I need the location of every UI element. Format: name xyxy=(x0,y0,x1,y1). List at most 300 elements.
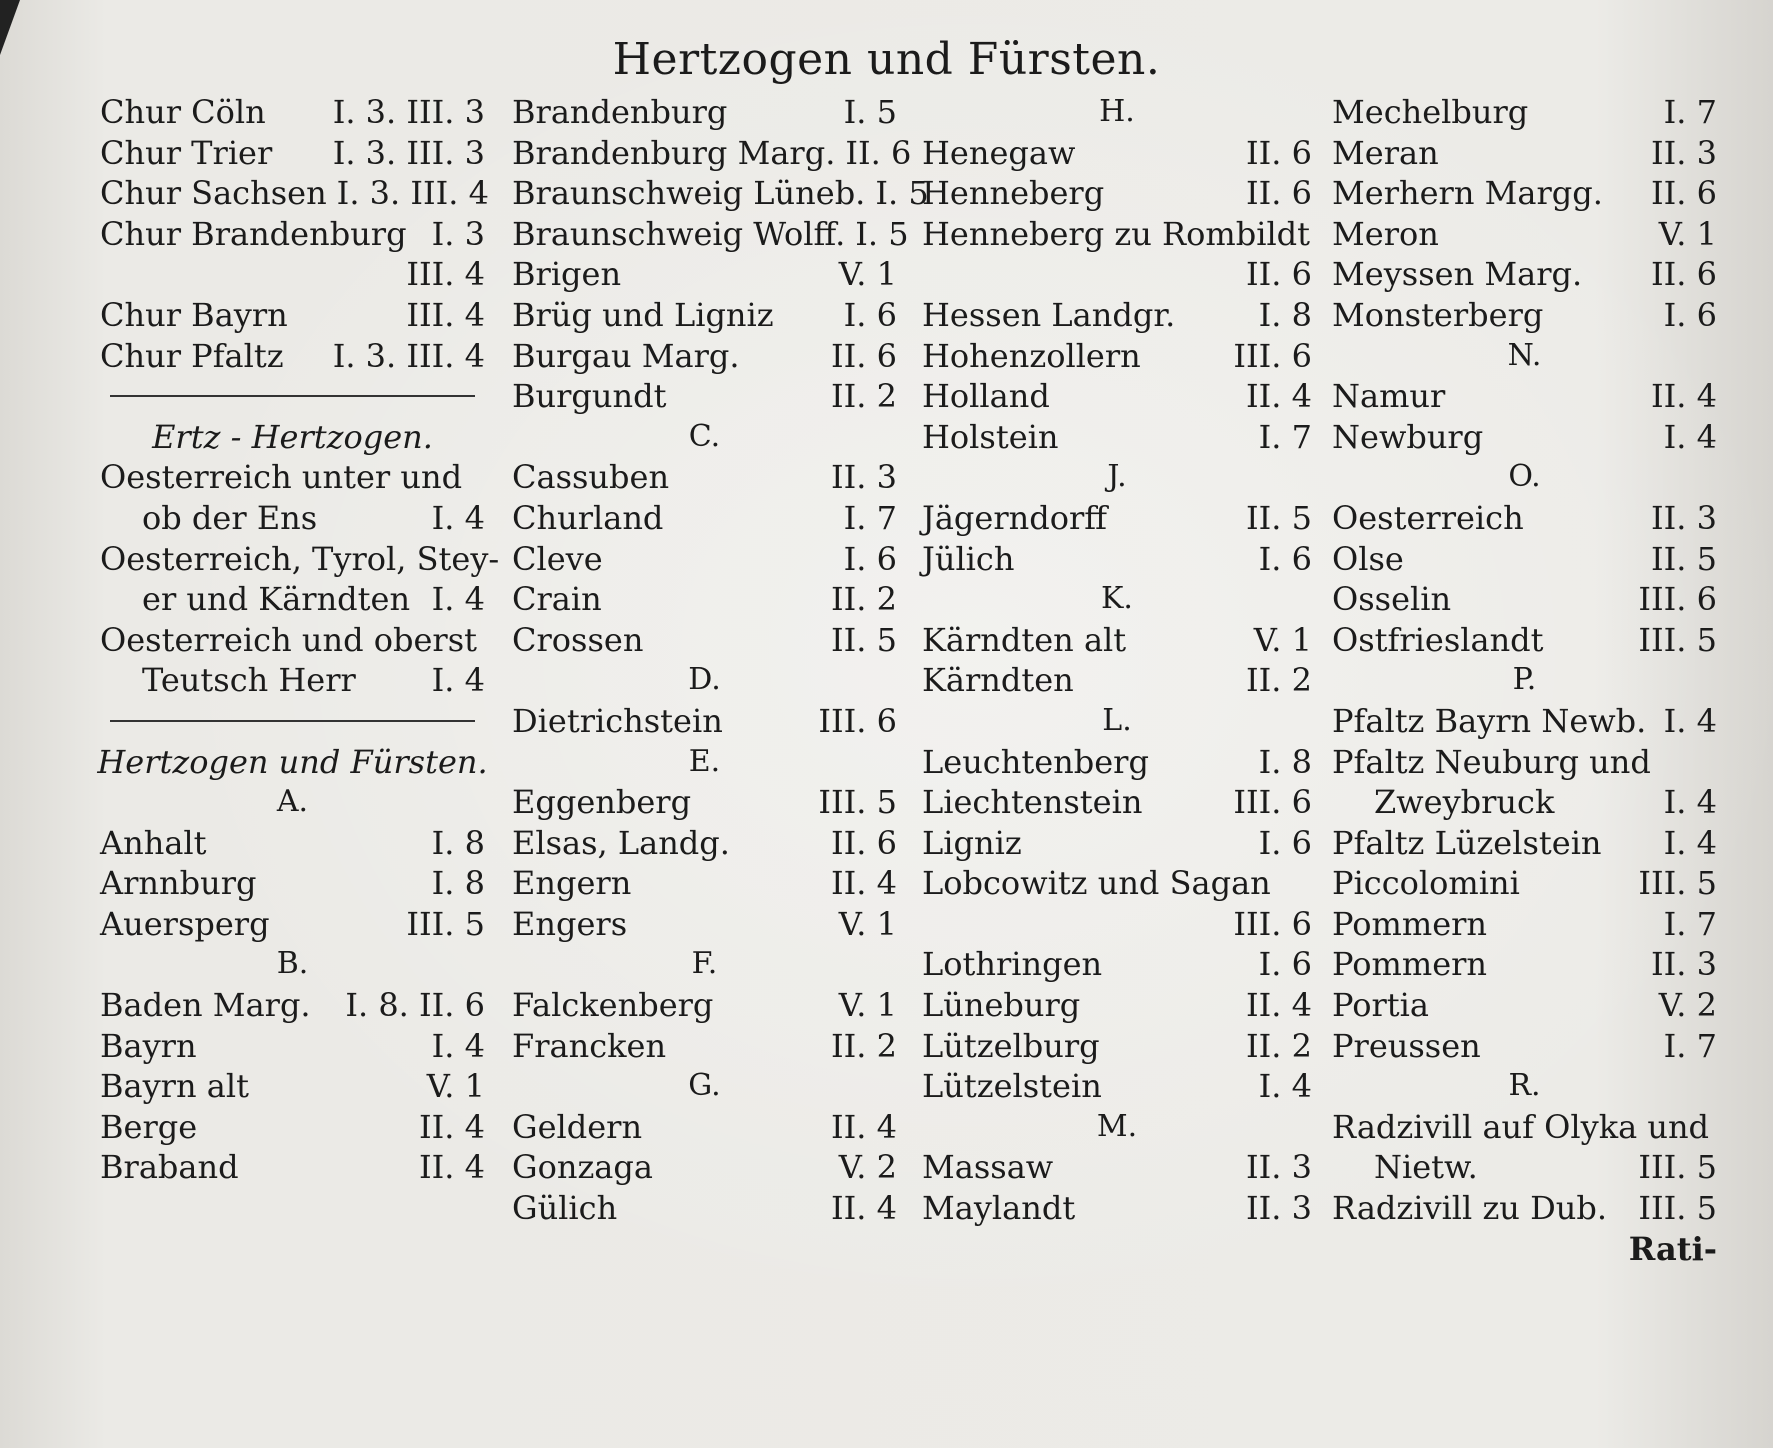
entry-reference: I. 4 xyxy=(431,498,485,537)
letter-heading xyxy=(512,417,897,458)
letter-label: G. xyxy=(688,1068,721,1104)
index-entry xyxy=(1332,823,1717,864)
index-entry xyxy=(512,782,897,823)
entry-name: Braunschweig Lüneb. xyxy=(512,174,866,213)
entry-name: Oesterreich, Tyrol, Stey- xyxy=(100,539,500,578)
entry-reference: I. 3. III. 3 xyxy=(332,133,485,172)
entry-reference: I. 7 xyxy=(843,498,897,537)
entry-reference: II. 4 xyxy=(831,1107,897,1146)
entry-reference: II. 6 xyxy=(1246,133,1312,172)
entry-reference: I. 6 xyxy=(1258,945,1312,984)
section-divider xyxy=(100,701,485,742)
entry-reference: II. 3 xyxy=(1246,1148,1312,1187)
entry-name: Cleve xyxy=(512,539,603,578)
entry-reference: I. 6 xyxy=(1258,539,1312,578)
entry-reference: II. 5 xyxy=(1651,539,1717,578)
entry-name: Francken xyxy=(512,1026,667,1065)
entry-reference: II. 3 xyxy=(1651,133,1717,172)
index-entry xyxy=(922,295,1312,336)
index-entry xyxy=(100,985,485,1026)
section-heading: Hertzogen und Fürsten. xyxy=(97,742,488,781)
entry-reference: II. 2 xyxy=(1246,1026,1312,1065)
entry-name: Zweybruck xyxy=(1374,783,1555,822)
index-entry xyxy=(512,539,897,580)
entry-reference: II. 6 xyxy=(845,133,912,172)
entry-name: Eggenberg xyxy=(512,783,692,822)
entry-reference: I. 4 xyxy=(1663,783,1717,822)
index-entry xyxy=(100,1107,485,1148)
index-entry xyxy=(922,539,1312,580)
index-entry xyxy=(512,254,897,295)
entry-name: Braunschweig Wolff. xyxy=(512,214,846,253)
entry-reference: III. 5 xyxy=(1638,620,1717,659)
index-entry xyxy=(922,904,1312,945)
index-entry xyxy=(922,823,1312,864)
entry-name: Auersperg xyxy=(100,904,270,943)
entry-name: Baden Marg. xyxy=(100,986,311,1025)
entry-reference: II. 4 xyxy=(419,1148,485,1187)
entry-name: Oesterreich xyxy=(1332,498,1524,537)
letter-label: C. xyxy=(688,418,721,454)
index-entry xyxy=(512,214,909,255)
index-entry xyxy=(922,214,1312,255)
entry-reference: II. 6 xyxy=(831,823,897,862)
entry-reference: I. 3. III. 3 xyxy=(332,93,485,131)
entry-name: Portia xyxy=(1332,986,1429,1025)
entry-name: Chur Trier xyxy=(100,133,273,172)
index-entry xyxy=(1332,1188,1717,1229)
index-entry xyxy=(512,620,897,661)
index-entry xyxy=(100,579,485,620)
index-entry xyxy=(100,254,485,295)
letter-heading xyxy=(922,579,1312,620)
entry-reference: I. 5 xyxy=(875,174,929,213)
entry-name: Hessen Landgr. xyxy=(922,295,1176,334)
index-entry xyxy=(512,863,897,904)
entry-name: Churland xyxy=(512,498,664,537)
entry-reference: I. 6 xyxy=(1258,823,1312,862)
entry-name: Berge xyxy=(100,1107,198,1146)
entry-name: Chur Sachsen xyxy=(100,174,327,213)
entry-name: Hohenzollern xyxy=(922,336,1141,375)
entry-name: Osselin xyxy=(1332,580,1452,619)
entry-name: Gonzaga xyxy=(512,1148,653,1187)
entry-reference: II. 6 xyxy=(831,336,897,375)
entry-name: Holstein xyxy=(922,417,1059,456)
index-entry xyxy=(1332,498,1717,539)
entry-reference: I. 4 xyxy=(1258,1067,1312,1106)
entry-name: Crossen xyxy=(512,620,644,659)
index-entry xyxy=(512,376,897,417)
index-entry xyxy=(922,782,1312,823)
index-entry xyxy=(512,457,897,498)
index-entry xyxy=(1332,417,1717,458)
entry-name: Pommern xyxy=(1332,904,1488,943)
entry-name: Henneberg xyxy=(922,174,1105,213)
index-entry xyxy=(922,985,1312,1026)
letter-label: A. xyxy=(276,784,309,820)
entry-name: Anhalt xyxy=(100,823,207,862)
entry-reference: II. 2 xyxy=(831,377,897,416)
index-entry xyxy=(1332,985,1717,1026)
entry-reference: III. 5 xyxy=(818,783,897,822)
index-entry xyxy=(922,1026,1312,1067)
entry-name: Brandenburg Marg. xyxy=(512,133,836,172)
letter-label: E. xyxy=(688,743,721,779)
index-entry xyxy=(512,133,912,174)
entry-reference: I. 5 xyxy=(855,214,909,253)
entry-name: Lützelburg xyxy=(922,1026,1100,1065)
entry-reference: III. 6 xyxy=(818,701,897,740)
index-entry xyxy=(100,1026,485,1067)
index-entry xyxy=(100,863,485,904)
entry-reference: II. 3 xyxy=(831,458,897,497)
letter-label: H. xyxy=(1099,94,1135,129)
index-entry xyxy=(922,1147,1312,1188)
letter-heading xyxy=(512,1066,897,1107)
letter-heading xyxy=(922,92,1312,133)
entry-name: Merhern Margg. xyxy=(1332,174,1603,213)
index-entry xyxy=(1332,295,1717,336)
entry-reference: V. 1 xyxy=(838,255,897,294)
section-divider xyxy=(100,376,485,417)
entry-reference: I. 4 xyxy=(1663,823,1717,862)
index-entry xyxy=(512,823,897,864)
entry-reference: III. 5 xyxy=(406,904,485,943)
index-entry xyxy=(100,173,489,214)
letter-heading xyxy=(1332,660,1717,701)
index-entry xyxy=(922,863,1312,904)
index-entry xyxy=(100,133,485,174)
index-column-3 xyxy=(922,92,1312,1229)
index-column-1 xyxy=(97,92,500,1188)
entry-name: Olse xyxy=(1332,539,1404,578)
entry-name: Meran xyxy=(1332,133,1439,172)
letter-label: L. xyxy=(1102,702,1132,738)
entry-reference: I. 4 xyxy=(431,661,485,700)
entry-name: Engern xyxy=(512,864,632,903)
entry-reference: I. 3. III. 4 xyxy=(336,174,489,213)
entry-name: Liechtenstein xyxy=(922,783,1143,822)
letter-heading xyxy=(922,1107,1312,1148)
index-entry xyxy=(512,1147,897,1188)
index-entry xyxy=(100,904,485,945)
entry-reference: II. 2 xyxy=(831,1026,897,1065)
entry-name: Newburg xyxy=(1332,417,1484,456)
entry-name: Pommern xyxy=(1332,945,1488,984)
entry-reference: I. 8 xyxy=(1258,295,1312,334)
entry-reference: I. 4 xyxy=(1663,417,1717,456)
letter-label: P. xyxy=(1512,662,1537,698)
entry-reference: II. 2 xyxy=(831,580,897,619)
entry-name: Kärndten alt xyxy=(922,620,1127,659)
entry-name: Braband xyxy=(100,1148,239,1187)
letter-heading xyxy=(512,660,897,701)
entry-reference: II. 4 xyxy=(419,1107,485,1146)
index-entry xyxy=(100,539,500,580)
entry-name: Bayrn alt xyxy=(100,1067,249,1106)
entry-name: Brigen xyxy=(512,255,622,294)
index-entry xyxy=(100,214,485,255)
index-entry xyxy=(922,1066,1312,1107)
entry-name: Pfaltz Lüzelstein xyxy=(1332,823,1602,862)
entry-reference: I. 8 xyxy=(431,823,485,862)
entry-reference: II. 4 xyxy=(1651,377,1717,416)
entry-name: Falckenberg xyxy=(512,986,714,1025)
index-entry xyxy=(512,985,897,1026)
index-entry xyxy=(922,376,1312,417)
index-entry xyxy=(512,336,897,377)
entry-name: Arnnburg xyxy=(100,864,257,903)
index-entry xyxy=(1332,579,1717,620)
index-entry xyxy=(922,1188,1312,1229)
index-entry xyxy=(100,92,485,133)
entry-reference: I. 6 xyxy=(843,295,897,334)
entry-reference: III. 4 xyxy=(406,295,485,334)
index-entry xyxy=(100,498,485,539)
entry-name: Oesterreich und oberst xyxy=(100,620,477,659)
letter-heading xyxy=(1332,1066,1717,1107)
entry-name: Radzivill auf Olyka und xyxy=(1332,1107,1710,1146)
entry-reference: II. 6 xyxy=(1651,174,1717,213)
entry-reference: II. 5 xyxy=(1246,498,1312,537)
entry-reference: II. 6 xyxy=(1246,255,1312,294)
entry-name: Elsas, Landg. xyxy=(512,823,730,862)
entry-reference: I. 8 xyxy=(1258,742,1312,781)
letter-heading xyxy=(922,701,1312,742)
entry-reference: II. 4 xyxy=(831,1189,897,1228)
index-entry xyxy=(1332,539,1717,580)
entry-reference: I. 7 xyxy=(1663,93,1717,131)
index-entry xyxy=(100,1147,485,1188)
letter-heading xyxy=(1332,457,1717,498)
entry-reference: II. 4 xyxy=(831,864,897,903)
entry-name: Chur Pfaltz xyxy=(100,336,284,375)
entry-reference: III. 5 xyxy=(1638,864,1717,903)
index-entry xyxy=(1332,1147,1717,1188)
entry-reference: II. 4 xyxy=(1246,377,1312,416)
letter-heading xyxy=(512,742,897,783)
entry-reference: I. 7 xyxy=(1663,904,1717,943)
index-entry xyxy=(100,823,485,864)
index-entry xyxy=(512,701,897,742)
index-entry xyxy=(922,660,1312,701)
entry-reference: III. 6 xyxy=(1233,336,1312,375)
entry-name: Maylandt xyxy=(922,1189,1076,1228)
index-entry xyxy=(922,498,1312,539)
entry-reference: V. 2 xyxy=(1658,986,1717,1025)
index-entry xyxy=(100,620,485,661)
entry-name: Cassuben xyxy=(512,458,670,497)
entry-reference: I. 5 xyxy=(843,93,897,131)
section-heading: Ertz - Hertzogen. xyxy=(152,417,433,456)
entry-reference: I. 8 xyxy=(431,864,485,903)
index-entry xyxy=(922,944,1312,985)
index-entry xyxy=(100,1066,485,1107)
letter-heading xyxy=(922,457,1312,498)
index-entry xyxy=(922,336,1312,377)
entry-name: Lüneburg xyxy=(922,986,1081,1025)
entry-name: Lothringen xyxy=(922,945,1103,984)
index-entry xyxy=(512,173,929,214)
letter-label: F. xyxy=(691,946,718,982)
entry-reference: III. 6 xyxy=(1233,904,1312,943)
index-entry xyxy=(1332,904,1717,945)
entry-name: Geldern xyxy=(512,1107,643,1146)
entry-reference: III. 6 xyxy=(1233,783,1312,822)
entry-reference: III. 5 xyxy=(1638,1148,1717,1187)
entry-name: Henegaw xyxy=(922,133,1076,172)
entry-reference: II. 3 xyxy=(1651,498,1717,537)
entry-name: Leuchtenberg xyxy=(922,742,1149,781)
entry-reference: I. 7 xyxy=(1258,417,1312,456)
letter-label: R. xyxy=(1508,1068,1541,1104)
index-entry xyxy=(512,295,897,336)
entry-name: Namur xyxy=(1332,377,1446,416)
entry-name: Jägerndorff xyxy=(922,498,1108,537)
entry-reference: I. 6 xyxy=(1663,295,1717,334)
letter-heading xyxy=(100,944,485,985)
entry-reference: II. 6 xyxy=(1246,174,1312,213)
entry-name: Meyssen Marg. xyxy=(1332,255,1583,294)
entry-name: Chur Brandenburg xyxy=(100,214,407,253)
entry-name: Ostfrieslandt xyxy=(1332,620,1544,659)
entry-name: er und Kärndten xyxy=(142,580,411,619)
index-entry xyxy=(100,336,485,377)
index-entry xyxy=(1332,742,1717,783)
entry-name: Crain xyxy=(512,580,602,619)
entry-reference: V. 1 xyxy=(1658,214,1717,253)
index-entry xyxy=(1332,782,1717,823)
entry-reference: V. 1 xyxy=(838,904,897,943)
index-entry xyxy=(512,1188,897,1229)
index-entry xyxy=(512,579,897,620)
entry-name: Mechelburg xyxy=(1332,93,1529,131)
index-entry xyxy=(1332,92,1717,133)
entry-name: Burgau Marg. xyxy=(512,336,740,375)
entry-name: Preussen xyxy=(1332,1026,1481,1065)
entry-reference: II. 3 xyxy=(1651,945,1717,984)
index-entry xyxy=(100,295,485,336)
entry-name: Burgundt xyxy=(512,377,667,416)
index-entry xyxy=(922,133,1312,174)
letter-label: D. xyxy=(688,662,721,698)
entry-name: Engers xyxy=(512,904,628,943)
index-entry xyxy=(512,904,897,945)
letter-label: B. xyxy=(276,946,309,982)
index-entry xyxy=(1332,620,1717,661)
letter-label: J. xyxy=(1107,459,1127,495)
entry-reference: V. 1 xyxy=(838,986,897,1025)
entry-name: Kärndten xyxy=(922,661,1074,700)
index-entry xyxy=(100,457,485,498)
entry-name: Chur Bayrn xyxy=(100,295,288,334)
entry-name: Brüg und Ligniz xyxy=(512,295,774,334)
index-column-2 xyxy=(512,92,929,1229)
entry-name: Henneberg zu Rombildt xyxy=(922,214,1311,253)
entry-reference: I. 3. III. 4 xyxy=(332,336,485,375)
letter-heading xyxy=(1332,336,1717,377)
letter-label: N. xyxy=(1507,337,1542,373)
index-entry xyxy=(1332,1107,1717,1148)
letter-label: O. xyxy=(1508,459,1541,495)
entry-reference: II. 5 xyxy=(831,620,897,659)
entry-reference: III. 6 xyxy=(1638,580,1717,619)
entry-name: Monsterberg xyxy=(1332,295,1544,334)
letter-heading xyxy=(512,944,897,985)
index-entry xyxy=(1332,944,1717,985)
entry-name: Lobcowitz und Sagan xyxy=(922,864,1271,903)
entry-name: Chur Cöln xyxy=(100,93,266,131)
index-entry xyxy=(512,498,897,539)
entry-name: Teutsch Herr xyxy=(142,661,356,700)
entry-name: Pfaltz Bayrn Newb. xyxy=(1332,701,1647,740)
index-entry xyxy=(1332,133,1717,174)
entry-reference: III. 4 xyxy=(406,255,485,294)
entry-name: Bayrn xyxy=(100,1026,197,1065)
entry-name: Brandenburg xyxy=(512,93,728,131)
index-entry xyxy=(100,660,485,701)
entry-reference: I. 6 xyxy=(843,539,897,578)
index-entry xyxy=(512,1026,897,1067)
index-entry xyxy=(922,742,1312,783)
index-entry xyxy=(512,92,897,133)
entry-name: Piccolomini xyxy=(1332,864,1520,903)
index-entry xyxy=(1332,1026,1717,1067)
entry-name: Nietw. xyxy=(1374,1148,1478,1187)
page-title: Hertzogen und Fürsten. xyxy=(612,34,1161,85)
entry-name: Dietrichstein xyxy=(512,701,723,740)
letter-label: K. xyxy=(1101,581,1133,617)
index-entry xyxy=(922,254,1312,295)
entry-reference: V. 1 xyxy=(1253,620,1312,659)
entry-name: Holland xyxy=(922,377,1050,416)
entry-reference: III. 5 xyxy=(1638,1189,1717,1228)
index-entry xyxy=(922,620,1312,661)
index-entry xyxy=(1332,701,1717,742)
entry-name: Jülich xyxy=(922,539,1015,578)
entry-reference: II. 3 xyxy=(1246,1189,1312,1228)
entry-name: Radzivill zu Dub. xyxy=(1332,1189,1607,1228)
divider-line xyxy=(110,395,475,397)
entry-name: Pfaltz Neuburg und xyxy=(1332,742,1651,781)
index-entry xyxy=(922,417,1312,458)
entry-name: Ligniz xyxy=(922,823,1022,862)
entry-reference: I. 4 xyxy=(1663,701,1717,740)
index-entry xyxy=(1332,254,1717,295)
entry-name: ob der Ens xyxy=(142,498,318,537)
entry-reference: I. 4 xyxy=(431,580,485,619)
index-entry xyxy=(512,1107,897,1148)
entry-reference: I. 7 xyxy=(1663,1026,1717,1065)
entry-reference: V. 2 xyxy=(838,1148,897,1187)
entry-name: Massaw xyxy=(922,1148,1054,1187)
entry-reference: I. 8. II. 6 xyxy=(345,986,485,1025)
entry-name: Oesterreich unter und xyxy=(100,458,463,497)
entry-reference: II. 4 xyxy=(1246,986,1312,1025)
index-entry xyxy=(1332,863,1717,904)
entry-reference: I. 3 xyxy=(431,214,485,253)
entry-reference: II. 6 xyxy=(1651,255,1717,294)
index-entry xyxy=(1332,376,1717,417)
letter-label: M. xyxy=(1096,1108,1138,1144)
entry-name: Gülich xyxy=(512,1189,618,1228)
index-entry xyxy=(1332,173,1717,214)
letter-heading xyxy=(100,782,485,823)
entry-name: Meron xyxy=(1332,214,1439,253)
divider-line xyxy=(110,720,475,722)
entry-reference: II. 2 xyxy=(1246,661,1312,700)
